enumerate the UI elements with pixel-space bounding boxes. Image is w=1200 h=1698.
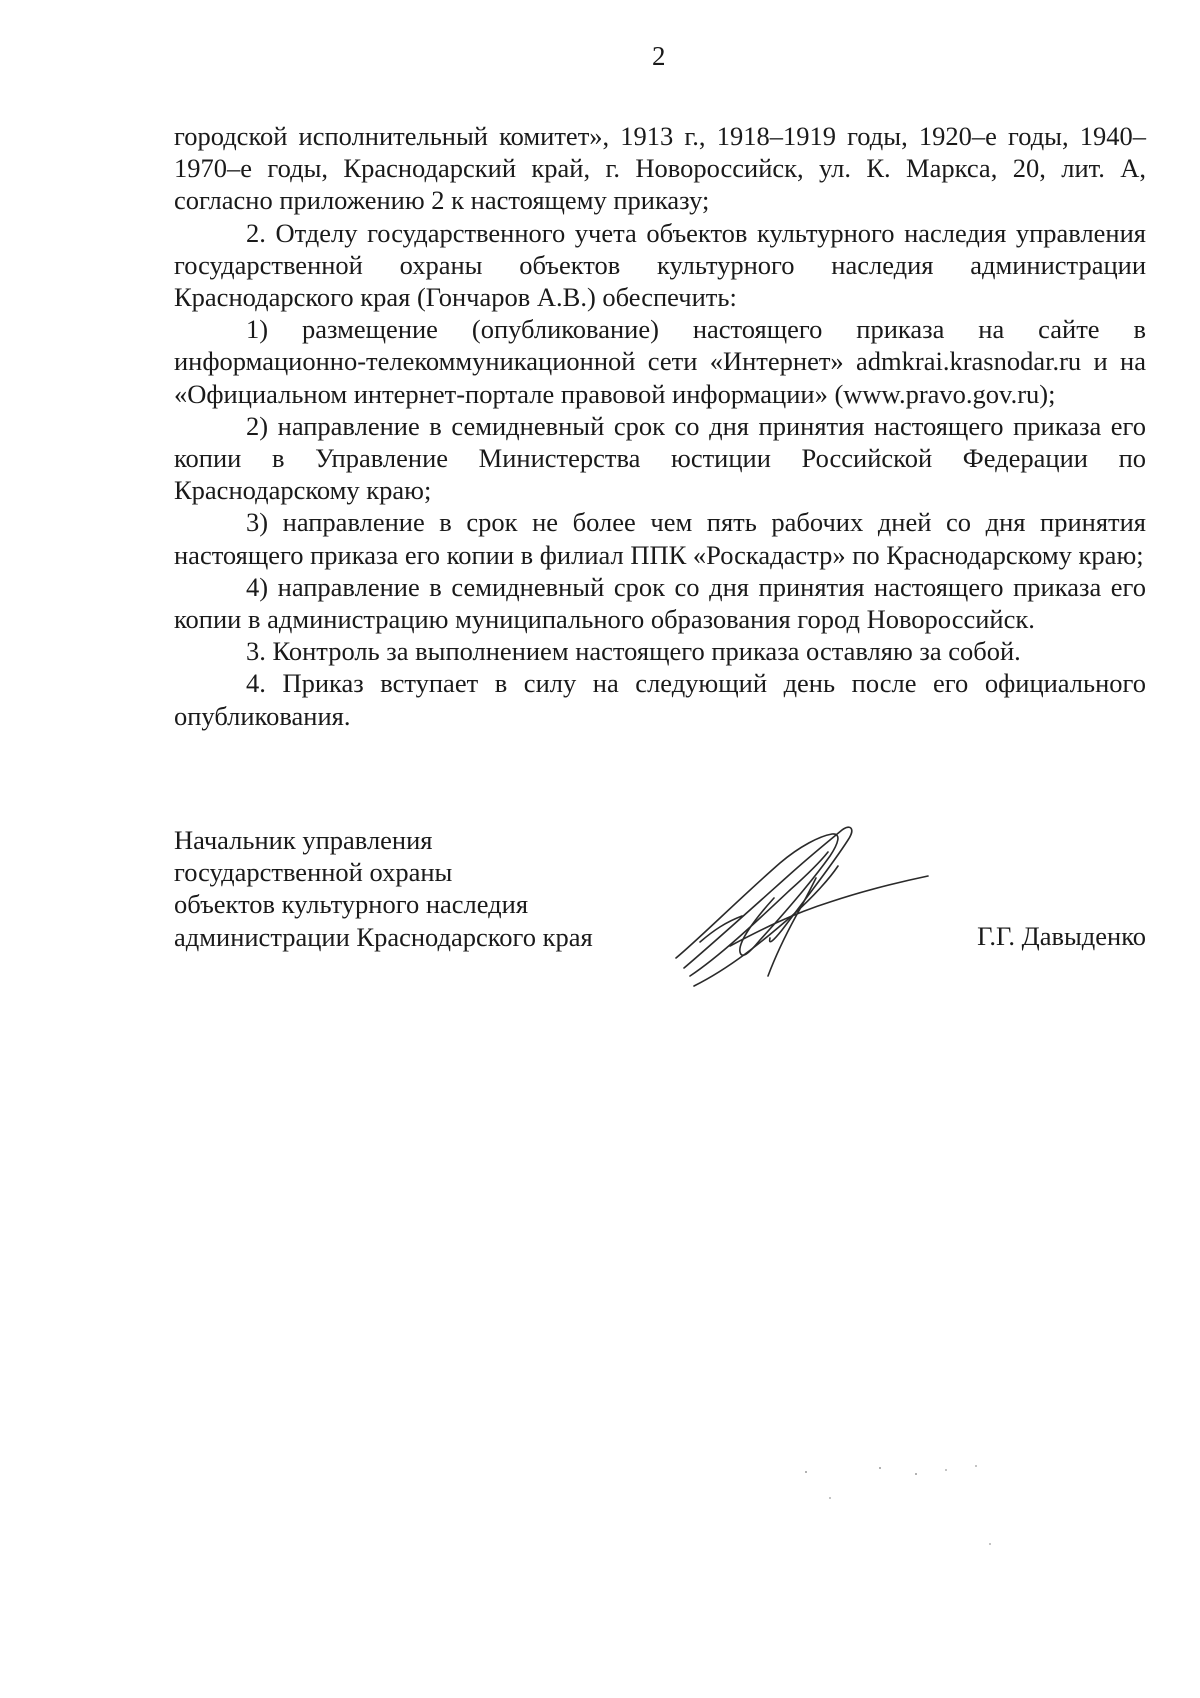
signatory-title bbox=[174, 824, 593, 953]
signatory-title-line: государственной охраны bbox=[174, 857, 453, 888]
signatory-title-line: администрации Краснодарского края bbox=[174, 921, 593, 952]
paragraph-continuation: городской исполнительный комитет», 1913 г., 1918–1919 годы, 1920–е годы, 1940–1970–е годы, Краснодарский край, г. Новороссийск, ул. К. Маркса, 20, лит. А, согласно приложению 2 к настоящему приказу; bbox=[174, 121, 1146, 216]
paragraph-subitem-2: 2) направление в семидневный срок со дня принятия настоящего приказа его копии в Управление Министерства юстиции Российской Федерации по Краснодарскому краю; bbox=[174, 410, 1146, 506]
paragraph-item-2: 2. Отделу государственного учета объектов культурного наследия управления государственной охраны объектов культурного наследия администрации Краснодарского края (Гончаров А.В.) обеспечить: bbox=[174, 217, 1146, 313]
paragraph-item-4: 4. Приказ вступает в силу на следующий день после его официального опубликования. bbox=[174, 668, 1146, 731]
paragraph-subitem-1: 1) размещение (опубликование) настоящего приказа на сайте в информационно-телекоммуникационной сети «Интернет» admkrai.krasnodar.ru и на «Официальном интернет-портале правовой информации» (www.pravo.gov.ru); bbox=[174, 314, 1146, 409]
page-number: 2 bbox=[652, 41, 666, 71]
paragraph-item-3: 3. Контроль за выполнением настоящего приказа оставляю за собой. bbox=[246, 636, 1021, 667]
signatory-title-line: объектов культурного наследия bbox=[174, 889, 529, 920]
paragraph-subitem-3: 3) направление в срок не более чем пять рабочих дней со дня принятия настоящего приказа его копии в филиал ППК «Роскадастр» по Краснодарскому краю; bbox=[174, 507, 1146, 570]
handwritten-signature bbox=[670, 818, 940, 988]
signatory-title-line: Начальник управления bbox=[174, 825, 433, 855]
paragraph-subitem-4: 4) направление в семидневный срок со дня принятия настоящего приказа его копии в администрацию муниципального образования город Новороссийск. bbox=[174, 571, 1146, 635]
document-body bbox=[174, 120, 1146, 732]
signatory-name: Г.Г. Давыденко bbox=[977, 921, 1146, 951]
